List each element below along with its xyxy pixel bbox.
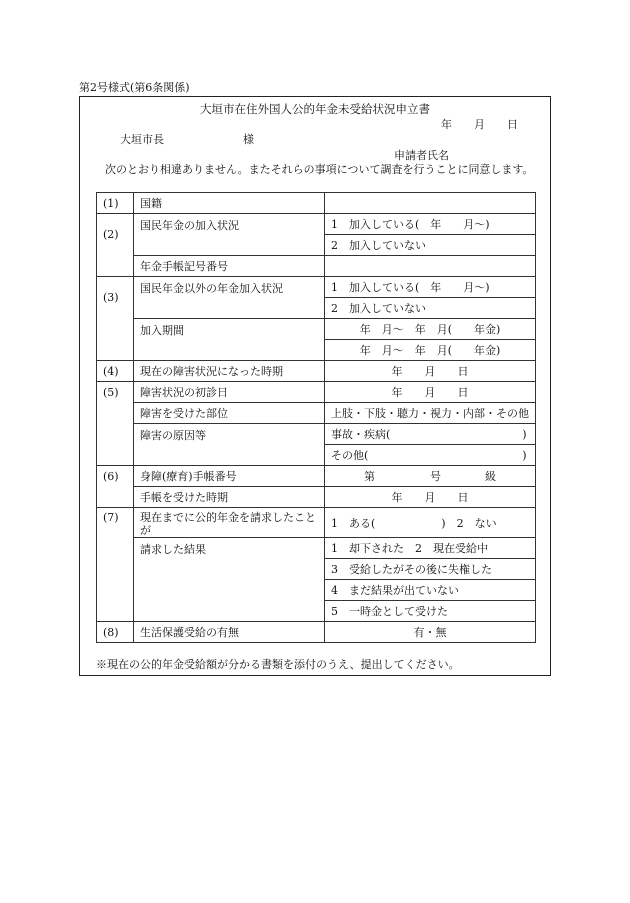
row-other-pension: [97, 277, 536, 298]
attachment-note: ※現在の公的年金受給額が分かる書類を添付のうえ、提出してください。: [96, 658, 460, 671]
row-label: 現在の障害状況になった時期: [134, 361, 325, 382]
row-disability-onset: [97, 361, 536, 382]
row-enrollment-period: [97, 319, 536, 340]
row-pension-claim: [97, 508, 536, 538]
row-claim-result: [97, 538, 536, 559]
row-number: (8): [97, 622, 134, 643]
row-label: 手帳を受けた時期: [134, 487, 325, 508]
row-label: 国民年金以外の年金加入状況: [134, 277, 325, 319]
row-label: 障害状況の初診日: [134, 382, 325, 403]
row-number: (3): [97, 277, 134, 319]
row-number: (2): [97, 214, 134, 256]
row-number: (6): [97, 466, 134, 487]
option-enrolled[interactable]: 1 加入している( 年 月〜): [325, 277, 536, 298]
row-number: (1): [97, 193, 134, 214]
applicant-name-label: 申請者氏名: [394, 149, 449, 162]
row-label: 年金手帳記号番号: [134, 256, 325, 277]
row-label: 障害を受けた部位: [134, 403, 325, 424]
handbook-date-field[interactable]: 年 月 日: [325, 487, 536, 508]
row-number-empty: [97, 256, 134, 277]
handbook-number-field[interactable]: 第 号 級: [325, 466, 536, 487]
result-option-1[interactable]: 1 却下された 2 現在受給中: [325, 538, 536, 559]
row-number-empty: [97, 319, 134, 361]
option-enrolled[interactable]: 1 加入している( 年 月〜): [325, 214, 536, 235]
addressee: 大垣市長: [120, 133, 164, 146]
row-number-empty: [97, 487, 134, 508]
row-number-empty: [97, 538, 134, 622]
application-form: [79, 96, 551, 676]
row-label: 請求した結果: [134, 538, 325, 622]
form-title: 大垣市在住外国人公的年金未受給状況申立書: [200, 102, 430, 116]
option-not-enrolled[interactable]: 2 加入していない: [325, 298, 536, 319]
pension-book-number-field[interactable]: [325, 256, 536, 277]
cause-accident-illness[interactable]: 事故・疾病( ): [325, 424, 536, 445]
enrollment-period-2[interactable]: 年 月〜 年 月( 年金): [325, 340, 536, 361]
row-first-visit: [97, 382, 536, 403]
row-welfare: [97, 622, 536, 643]
row-handbook-date: [97, 487, 536, 508]
first-visit-date-field[interactable]: 年 月 日: [325, 382, 536, 403]
enrollment-period-1[interactable]: 年 月〜 年 月( 年金): [325, 319, 536, 340]
result-option-3[interactable]: 3 受給したがその後に失権した: [325, 559, 536, 580]
row-number-empty: [97, 403, 134, 424]
row-nationality: [97, 193, 536, 214]
row-label: 障害の原因等: [134, 424, 325, 466]
consent-text: 次のとおり相違ありません。またそれらの事項について調査を行うことに同意します。: [105, 163, 534, 176]
result-option-4[interactable]: 4 まだ結果が出ていない: [325, 580, 536, 601]
row-label: 国民年金の加入状況: [134, 214, 325, 256]
onset-date-field[interactable]: 年 月 日: [325, 361, 536, 382]
items-table: [96, 192, 536, 643]
welfare-options[interactable]: 有・無: [325, 622, 536, 643]
row-handbook-number: [97, 466, 536, 487]
result-option-5[interactable]: 5 一時金として受けた: [325, 601, 536, 622]
row-label: 加入期間: [134, 319, 325, 361]
row-number: (5): [97, 382, 134, 403]
row-number: (4): [97, 361, 134, 382]
row-pension-book-number: [97, 256, 536, 277]
nationality-field[interactable]: [325, 193, 536, 214]
consent-statement: [94, 162, 546, 177]
disability-site-options[interactable]: 上肢・下肢・聴力・視力・内部・その他: [325, 403, 536, 424]
row-number-empty: [97, 424, 134, 466]
form-number: 第2号様式(第6条関係): [79, 81, 190, 94]
row-label: 身障(療育)手帳番号: [134, 466, 325, 487]
row-disability-cause: [97, 424, 536, 445]
row-number: (7): [97, 508, 134, 538]
claim-options[interactable]: 1 ある( ) 2 ない: [325, 508, 536, 538]
row-label: 国籍: [134, 193, 325, 214]
option-not-enrolled[interactable]: 2 加入していない: [325, 235, 536, 256]
date-line: 年 月 日: [441, 118, 518, 131]
row-label: 生活保護受給の有無: [134, 622, 325, 643]
honorific: 様: [243, 133, 254, 146]
row-label: 現在までに公的年金を請求したことが: [134, 508, 325, 538]
cause-other[interactable]: その他( ): [325, 445, 536, 466]
row-national-pension: [97, 214, 536, 235]
row-disability-site: [97, 403, 536, 424]
